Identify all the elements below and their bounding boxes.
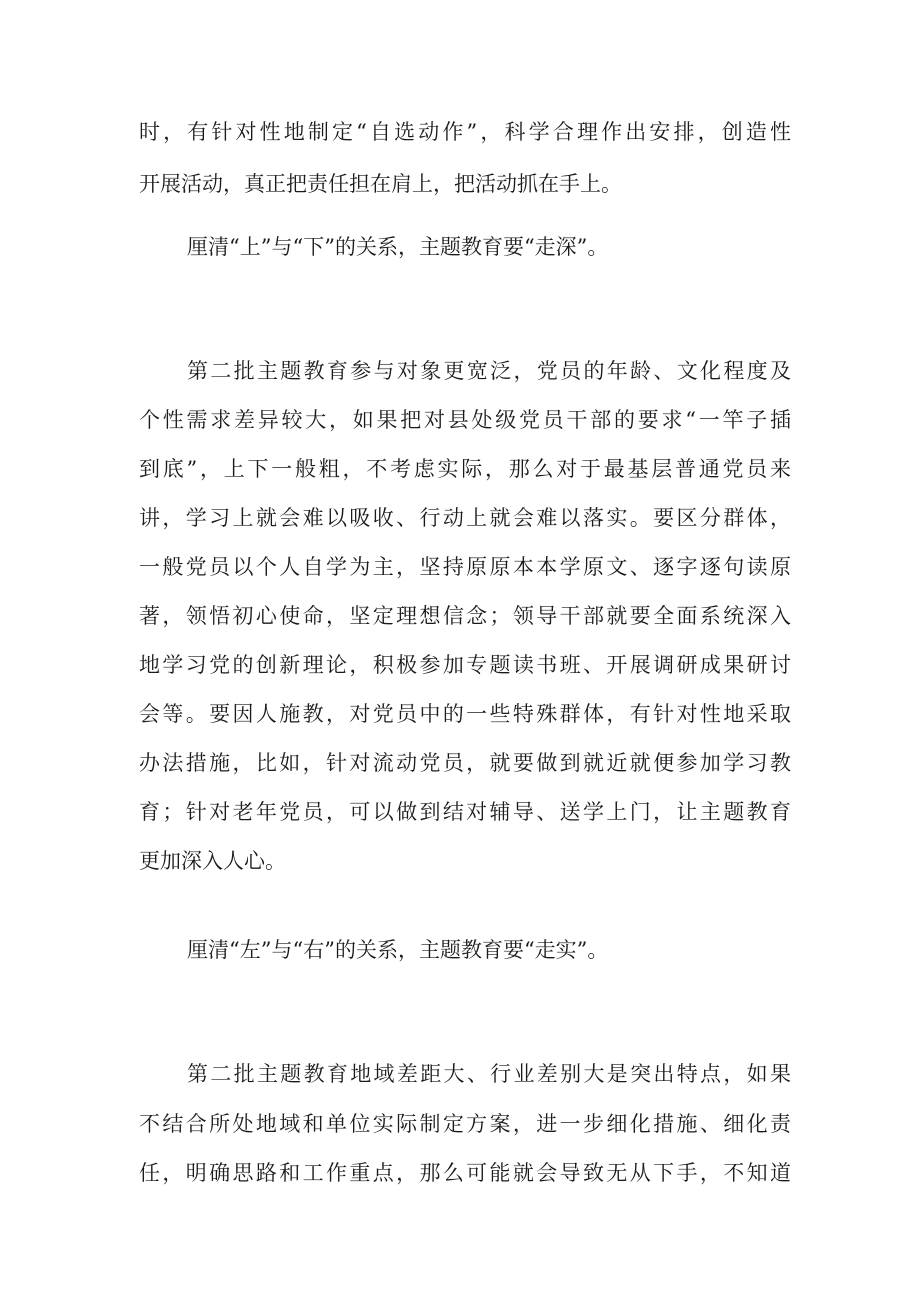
section-heading-1: 厘清“上”与“下”的关系，主题教育要“走深”。 [187, 235, 609, 259]
section-heading-2: 厘清“左”与“右”的关系，主题教育要“走实”。 [187, 938, 609, 962]
paragraph-2-line-1: 第二批主题教育参与对象更宽泛，党员的年龄、文化程度及 [187, 359, 791, 383]
paragraph-3-line-2: 不结合所处地域和单位实际制定方案，进一步细化措施、细化责 [139, 1112, 791, 1136]
paragraph-2-line-9: 办法措施，比如，针对流动党员，就要做到就近就便参加学习教 [139, 751, 791, 775]
paragraph-2-line-2: 个性需求差异较大，如果把对县处级党员干部的要求“一竿子插 [139, 408, 791, 432]
paragraph-1-line-1: 时，有针对性地制定“自选动作”，科学合理作出安排，创造性 [139, 120, 791, 144]
paragraph-2-line-5: 一般党员以个人自学为主，坚持原原本本学原文、逐字逐句读原 [139, 555, 791, 579]
paragraph-3-line-3: 任，明确思路和工作重点，那么可能就会导致无从下手，不知道 [139, 1161, 791, 1185]
paragraph-2-line-7: 地学习党的创新理论，积极参加专题读书班、开展调研成果研讨 [139, 653, 791, 677]
paragraph-2-line-8: 会等。要因人施教，对党员中的一些特殊群体，有针对性地采取 [139, 702, 791, 726]
paragraph-2-line-6: 著，领悟初心使命，坚定理想信念；领导干部就要全面系统深入 [139, 604, 791, 628]
paragraph-1-line-2: 开展活动，真正把责任担在肩上，把活动抓在手上。 [139, 172, 622, 196]
paragraph-2-line-4: 讲，学习上就会难以吸收、行动上就会难以落实。要区分群体， [139, 506, 791, 530]
paragraph-2-line-3: 到底”，上下一般粗，不考虑实际，那么对于最基层普通党员来 [139, 457, 791, 481]
paragraph-2-line-11: 更加深入人心。 [139, 849, 286, 873]
paragraph-2-line-10: 育；针对老年党员，可以做到结对辅导、送学上门，让主题教育 [139, 800, 791, 824]
paragraph-3-line-1: 第二批主题教育地域差距大、行业差别大是突出特点，如果 [187, 1062, 791, 1086]
